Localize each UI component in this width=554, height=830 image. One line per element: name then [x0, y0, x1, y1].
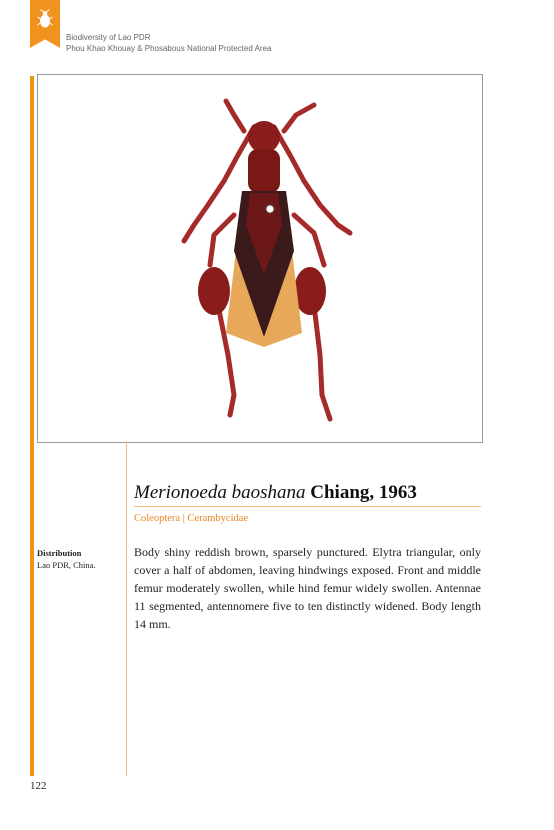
leg-front-right: [284, 105, 314, 131]
title-divider: [134, 506, 481, 507]
beetle-icon: [37, 9, 53, 29]
species-description: Body shiny reddish brown, sparsely punctured. Elytra triangular, only cover a half of abdomen, leaving hindwings exposed. Front and middle femur moderately swollen, while hind femur widely swollen. Antennae 11 segmented, antennomere five to ten distinctly widened. Body length 14 mm.: [134, 545, 481, 631]
distribution-heading: Distribution: [37, 548, 82, 558]
taxonomy-label: Coleoptera | Cerambycidae: [134, 513, 249, 524]
beetle-pronotum: [248, 149, 280, 193]
leg-front-left: [226, 101, 244, 131]
leg-middle-right: [294, 215, 324, 265]
beetle-illustration: [38, 75, 482, 442]
section-badge: [30, 0, 60, 48]
accent-bar: [30, 76, 34, 776]
femur-left: [198, 267, 230, 315]
page-number: 122: [30, 780, 47, 792]
species-name: Merionoeda baoshana: [134, 482, 306, 503]
leg-middle-left: [210, 215, 234, 265]
distribution-value: Lao PDR, China.: [37, 560, 96, 570]
beetle-head: [248, 121, 280, 153]
header-subtitle: Phou Khao Khouay & Phosabous National Protected Area: [66, 44, 272, 53]
species-title: [134, 482, 417, 504]
running-header: [66, 32, 271, 54]
column-divider: [126, 441, 127, 776]
leg-hind-right: [314, 305, 330, 419]
header-title: Biodiversity of Lao PDR: [66, 33, 151, 42]
species-author: Chiang, 1963: [310, 482, 417, 503]
specimen-photo: [37, 74, 483, 443]
